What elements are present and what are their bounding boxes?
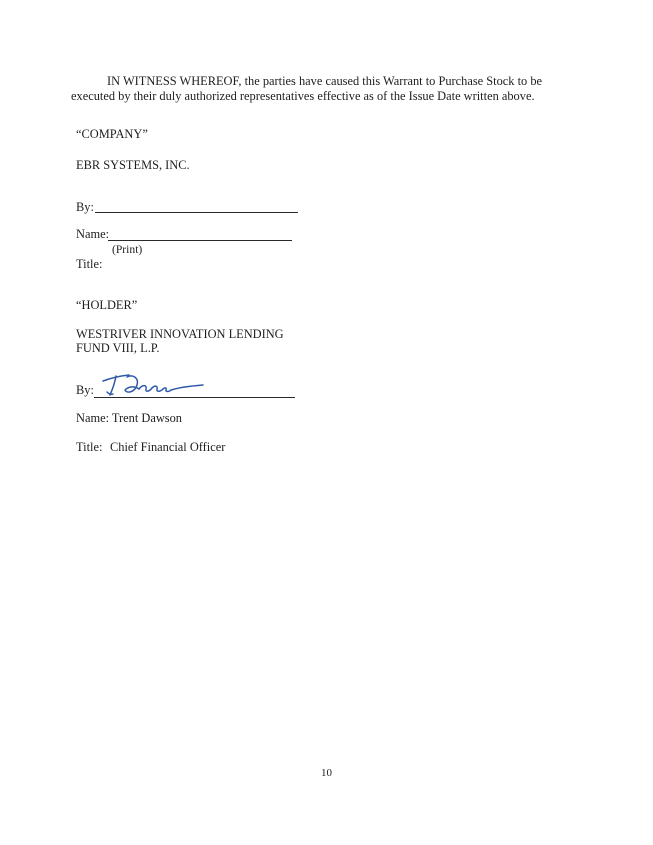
holder-title-label: Title: bbox=[76, 440, 103, 454]
company-name-label: Name: bbox=[76, 227, 110, 241]
witness-paragraph bbox=[71, 74, 571, 104]
holder-entity-line-1: WESTRIVER INNOVATION LENDING bbox=[76, 327, 284, 341]
witness-line-2: executed by their duly authorized representatives effective as of the Issue Date written above. bbox=[71, 89, 535, 103]
holder-signer-name: Name: Trent Dawson bbox=[76, 411, 183, 425]
page-number: 10 bbox=[321, 767, 332, 779]
witness-line-1: IN WITNESS WHEREOF, the parties have caused this Warrant to Purchase Stock to be bbox=[107, 74, 543, 88]
company-name: EBR SYSTEMS, INC. bbox=[76, 158, 190, 172]
company-title-label: Title: bbox=[76, 257, 103, 271]
holder-by-label: By: bbox=[76, 383, 94, 397]
holder-title-value: Chief Financial Officer bbox=[110, 440, 226, 454]
company-by-label: By: bbox=[76, 200, 94, 214]
holder-role-label: “HOLDER” bbox=[76, 298, 138, 312]
company-name-signature-line bbox=[108, 240, 292, 241]
company-print-note: (Print) bbox=[112, 243, 143, 256]
handwritten-signature bbox=[99, 370, 209, 400]
company-role-label: “COMPANY” bbox=[76, 127, 148, 141]
company-by-signature-line bbox=[95, 212, 298, 213]
holder-entity-line-2: FUND VIII, L.P. bbox=[76, 341, 160, 355]
